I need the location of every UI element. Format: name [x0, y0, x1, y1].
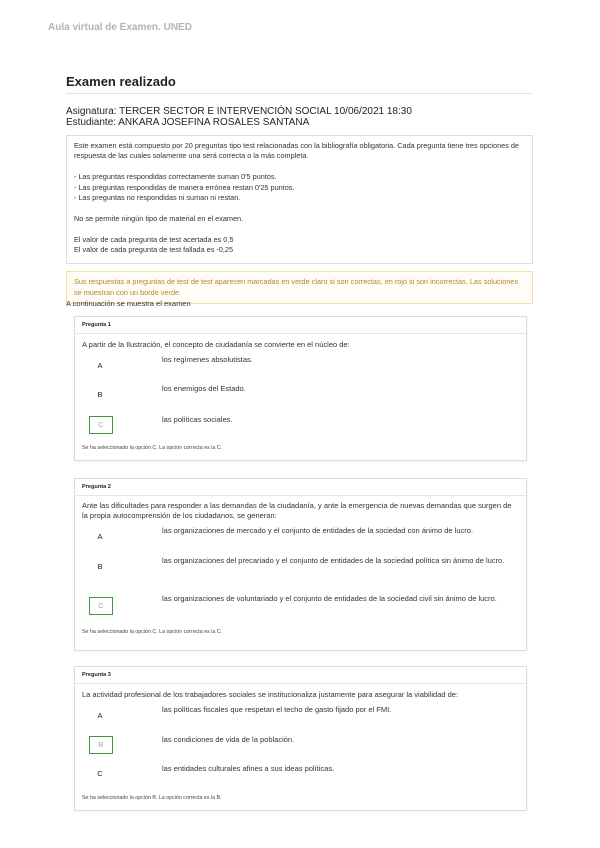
- option-a-text: las políticas fiscales que respetan el techo de gasto fijado por el FMI.: [162, 705, 392, 714]
- option-c-letter-selected: C: [89, 416, 113, 434]
- question-text: La actividad profesional de los trabajadores sociales se institucionaliza justamente para asegurar la viabilidad de:: [82, 690, 459, 699]
- option-b-letter-selected: B: [89, 736, 113, 754]
- question-text: A partir de la Ilustración, el concepto de ciudadanía se convierte en el núcleo de:: [82, 340, 350, 349]
- question-result: Se ha seleccionado la opción C. La opción correcta es la C.: [82, 445, 223, 451]
- option-c-text: las políticas sociales.: [162, 415, 233, 424]
- exam-intro-line: A continuación se muestra el examen: [66, 299, 191, 308]
- info-value-wrong: El valor de cada pregunta de test fallada es -0,25: [74, 245, 234, 255]
- student-line: Estudiante: ANKARA JOSEFINA ROSALES SANTANA: [66, 117, 310, 128]
- subject-heading: [66, 106, 533, 128]
- exam-main: [66, 74, 533, 304]
- question-result: Se ha seleccionado la opción C. La opción correcta es la C.: [82, 629, 223, 635]
- exam-info-box: [66, 135, 533, 264]
- option-b-text: los enemigos del Estado.: [162, 384, 246, 393]
- option-c-text: las entidades culturales afines a sus ideas políticas.: [162, 764, 335, 773]
- option-a-text: las organizaciones de mercado y el conjunto de entidades de la sociedad con ánimo de lucro.: [162, 526, 474, 535]
- option-b-text: las condiciones de vida de la población.: [162, 735, 295, 744]
- info-rule-wrong: - Las preguntas respondidas de manera errónea restan 0'25 puntos.: [74, 182, 295, 192]
- question-result: Se ha seleccionado la opción B. La opción correcta es la B.: [82, 795, 222, 801]
- option-c-letter-selected: C: [89, 597, 113, 615]
- question-card-3: [74, 666, 527, 811]
- option-a-letter: A: [97, 711, 103, 720]
- subject-line: Asignatura: TERCER SECTOR E INTERVENCIÓN SOCIAL 10/06/2021 18:30: [66, 106, 412, 117]
- option-b-text: las organizaciones del precariado y el conjunto de entidades de la sociedad política sin ánimo de lucro.: [162, 556, 505, 565]
- question-card-1: [74, 316, 527, 461]
- info-material: No se permite ningún tipo de material en el examen.: [74, 213, 244, 223]
- info-rule-correct: - Las preguntas respondidas correctamente suman 0'5 puntos.: [74, 172, 277, 182]
- option-b-letter: B: [97, 390, 103, 399]
- question-card-2: [74, 478, 527, 651]
- option-a-letter: A: [97, 532, 103, 541]
- site-title[interactable]: Aula virtual de Examen. UNED: [48, 22, 192, 33]
- option-a-letter: A: [97, 361, 103, 370]
- question-header: Pregunta 3: [75, 667, 526, 684]
- option-b-letter: B: [97, 562, 103, 571]
- option-a-text: los regímenes absolutistas.: [162, 355, 253, 364]
- question-text: Ante las dificultades para responder a las demandas de la ciudadanía, y ante la emergencia de nuevas demandas que surgen de la propia autocomprensión de los ciudadanos, se generan:: [82, 501, 512, 521]
- question-header: Pregunta 1: [75, 317, 526, 334]
- info-rule-blank: - Las preguntas no respondidas ni suman ni restan.: [74, 193, 241, 203]
- answers-notice: Sus respuestas a preguntas de test de test aparecen marcadas en verde claro si son correctas, en rojo si son incorrectas. Las soluciones se muestran con un borde verde.: [66, 271, 533, 304]
- info-intro: Este examen está compuesto por 20 preguntas tipo test relacionadas con la bibliografía obligatoria. Cada pregunta tiene tres opciones de respuesta de las cuales solamente una será correcta o la más completa.: [74, 141, 519, 161]
- question-header: Pregunta 2: [75, 479, 526, 496]
- option-c-text: las organizaciones de voluntariado y el conjunto de entidades de la sociedad civil sin ánimo de lucro.: [162, 594, 497, 603]
- option-c-letter: C: [97, 769, 103, 778]
- info-value-right: El valor de cada pregunta de test acertada es 0,5: [74, 234, 234, 244]
- page-title: Examen realizado: [66, 74, 533, 94]
